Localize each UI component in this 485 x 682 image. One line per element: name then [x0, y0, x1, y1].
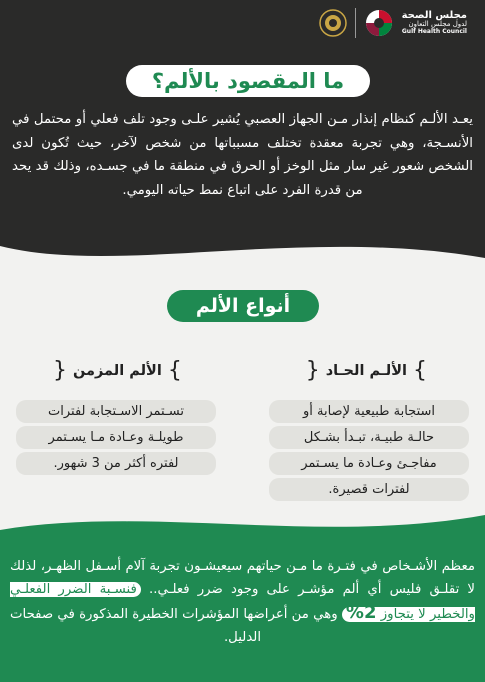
acute-line: لفترات قصيرة.	[269, 478, 469, 501]
logo-english: Gulf Health Council	[401, 27, 467, 35]
intro-paragraph: يعـد الألـم كنظام إنذار مـن الجهاز العصبي يُشير علـى وجود تلف فعلي أو محتمل في الأنسـجة، وهي تجربة معقدة تختلف مسبباتها من شخص لآخر، حيث تُكون لدى الشخص شعور غير سار مثل الوخز أو الحرق في منطقة ما في جسـده، وذلك قد يحد من قدرة الفرد على اتباع نمط حياته اليومي.	[12, 112, 473, 198]
health-council-flags-icon	[364, 8, 394, 38]
footer-highlight-text: فنسـبة الضرر الفعلـي والخطير لا يتجاوز	[10, 582, 475, 622]
acute-pain-heading	[306, 360, 427, 382]
acute-line: مفاجـئ وعـادة ما يسـتمر	[269, 452, 469, 475]
logo-arabic-line1: مجلس الصحة	[401, 9, 467, 21]
top-wave-divider	[0, 236, 485, 286]
brace-open-icon: }	[413, 358, 427, 383]
brace-close-icon: {	[305, 358, 320, 383]
acute-pain-description	[269, 400, 469, 504]
footer-text-after: وهي من أعراضها المؤشرات الخطيرة المذكورة في صفحات الدليل.	[10, 607, 338, 645]
footer-text-before: معظم الأشـخاص في فتـرة ما مـن حياتهم سيعيشـون تجربة آلام أسـفل الظهـر، لذلك لا تقلـق فليس أي ألم مؤشـر على وجود ضرر فعلـي..	[10, 559, 475, 597]
acute-pain-title: الألـم الحـاد	[325, 363, 407, 379]
page-title: ما المقصود بالألم؟	[126, 65, 370, 97]
council-logo-text	[402, 11, 467, 35]
acute-line: استجابة طبيعية لإصابة أو	[269, 400, 469, 423]
header-logos	[319, 8, 467, 38]
gcc-emblem-icon	[319, 9, 347, 37]
footer-paragraph	[10, 555, 475, 649]
chronic-pain-heading	[53, 360, 182, 382]
chronic-pain-title: الألم المزمن	[73, 363, 162, 379]
chronic-line: طويلـة وعـادة مـا يسـتمر	[16, 426, 216, 449]
pain-types-title: أنواع الألم	[167, 290, 319, 322]
brace-close-icon: {	[53, 358, 67, 383]
brace-open-icon: }	[167, 358, 182, 383]
acute-line: حالـة طبيـة، تبـدأ بشـكل	[269, 426, 469, 449]
footer-highlight-percent: 2%	[345, 602, 377, 623]
chronic-line: لفتره أكثر من 3 شهور.	[16, 452, 216, 475]
chronic-pain-description	[16, 400, 216, 478]
logo-arabic-line2: لدول مجلس التعاون	[408, 20, 467, 29]
chronic-line: تسـتمر الاسـتجابة لفترات	[16, 400, 216, 423]
logo-divider	[355, 8, 356, 38]
